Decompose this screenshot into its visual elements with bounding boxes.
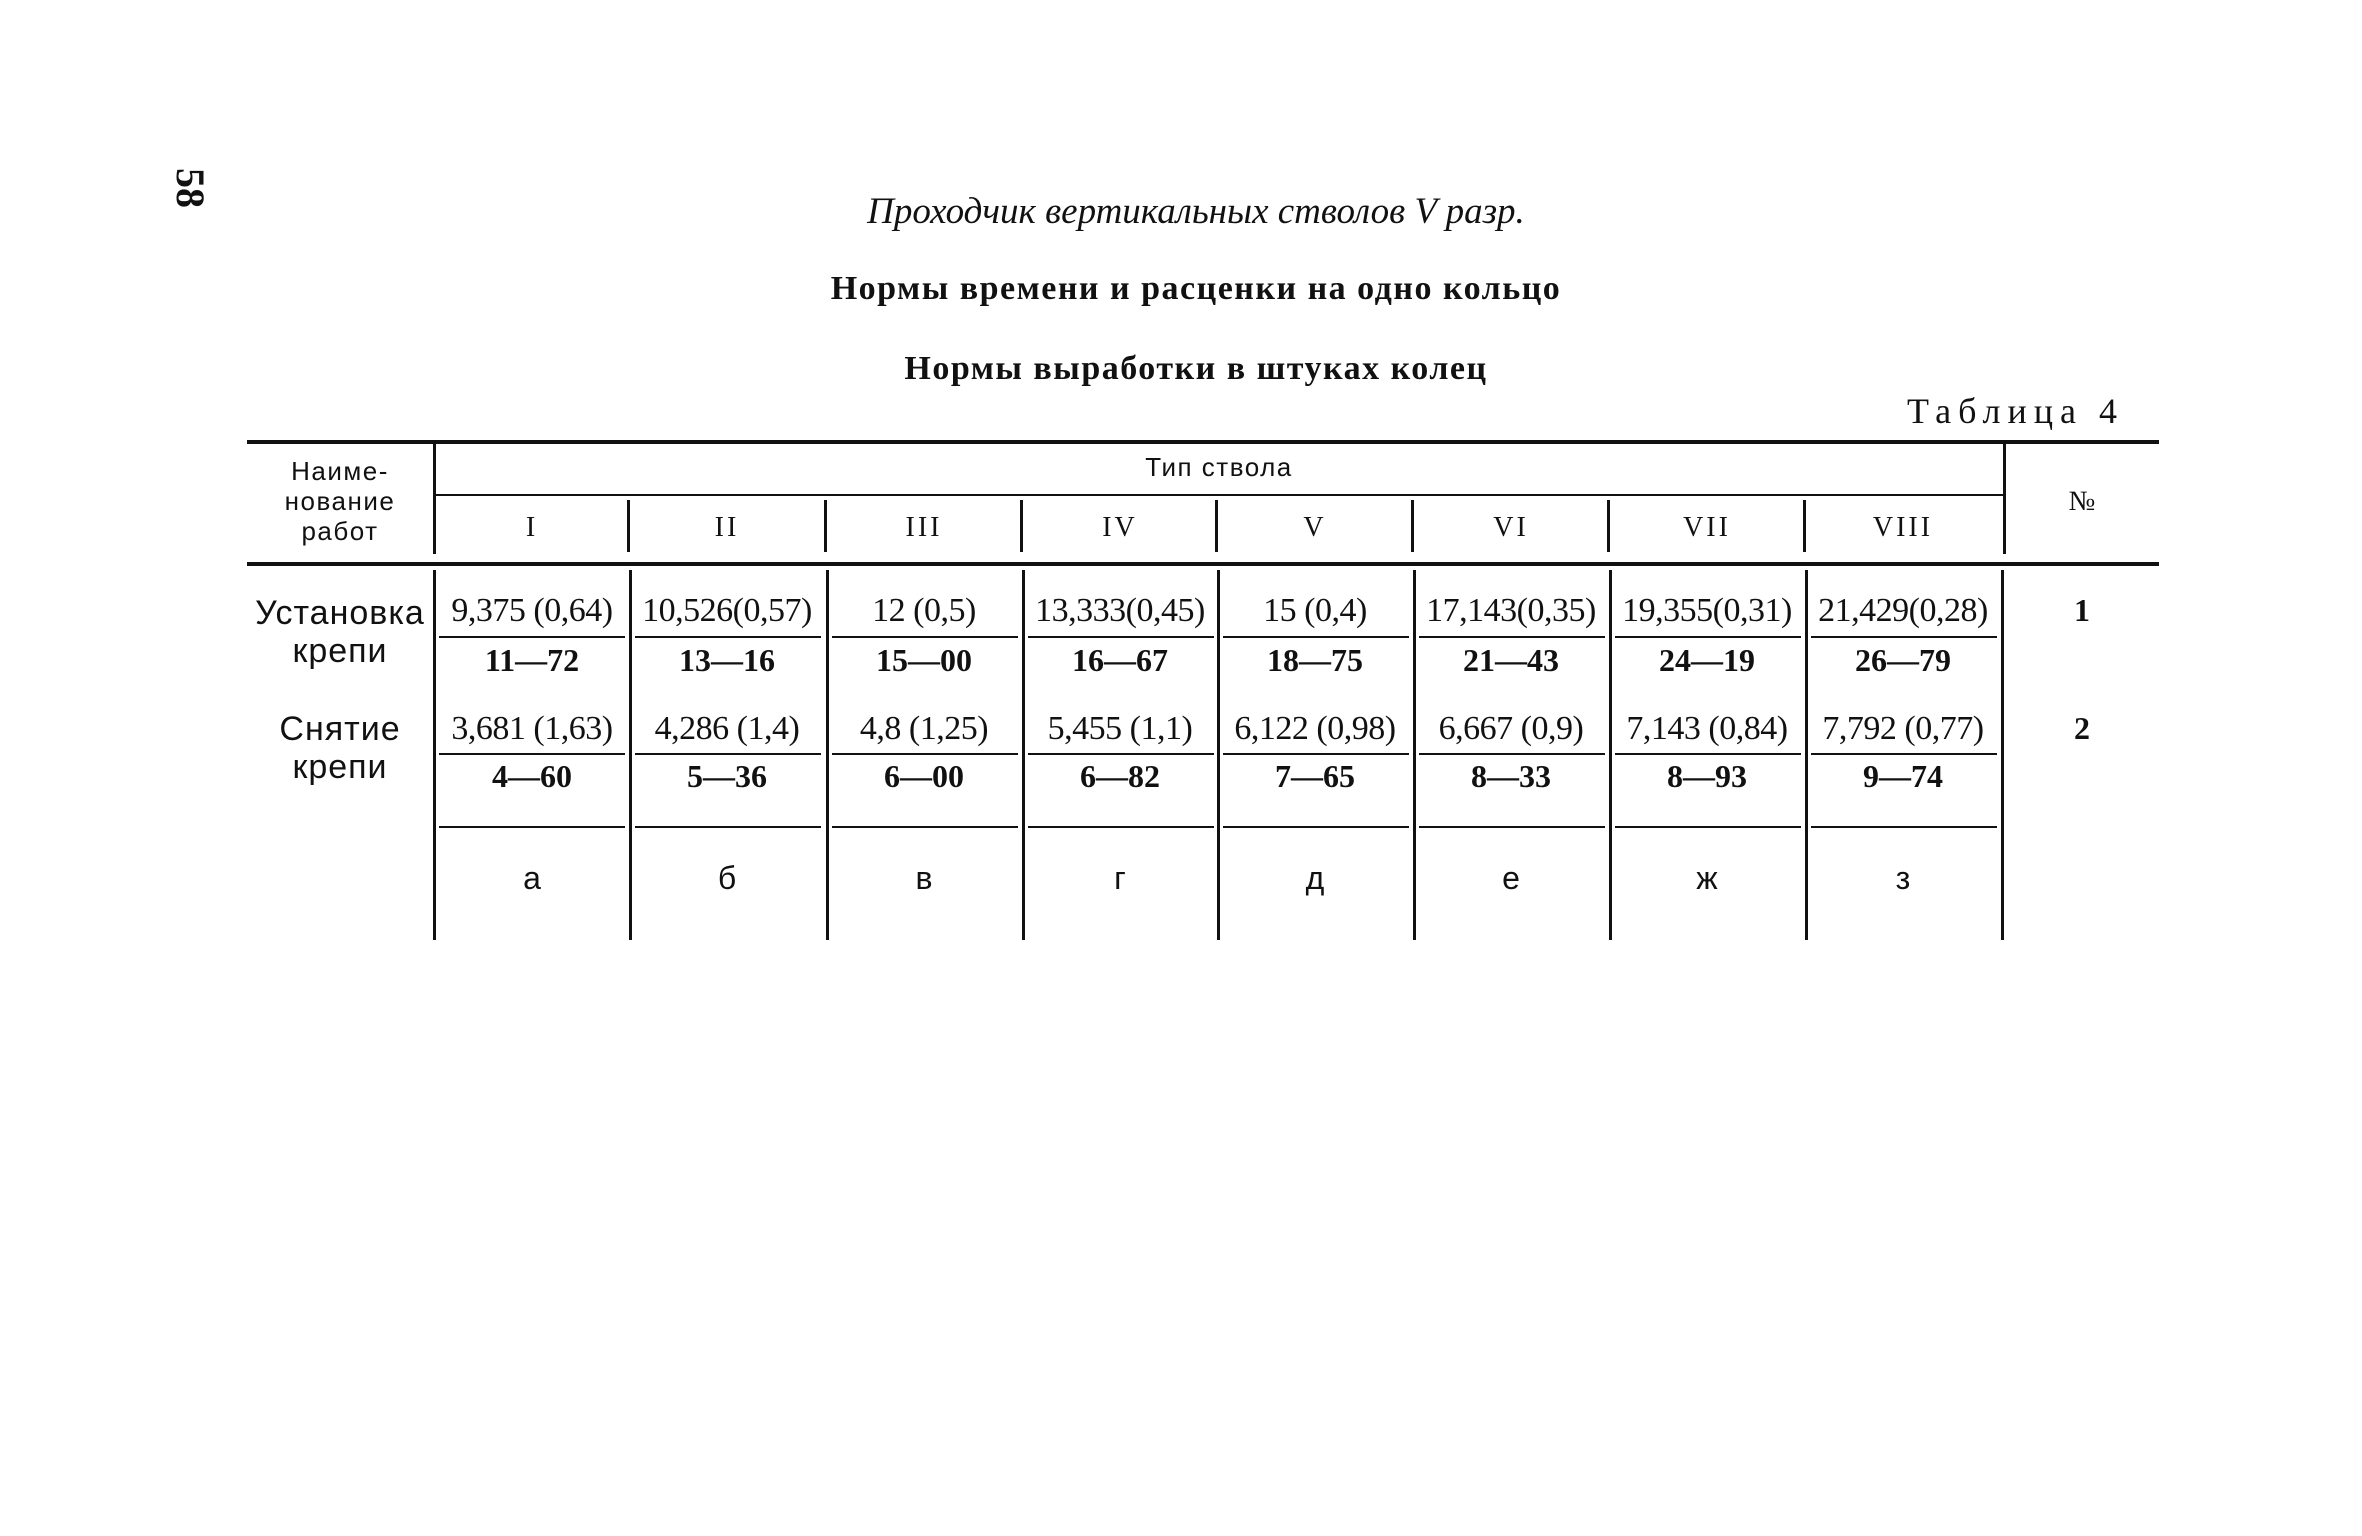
letter-row-rule bbox=[1615, 826, 1801, 828]
column-letter: ж bbox=[1696, 860, 1718, 896]
fraction-line bbox=[1811, 753, 1997, 755]
norm-cell: 4,286 (1,4) bbox=[654, 710, 800, 747]
header-work-name-line: нование bbox=[284, 486, 396, 516]
rate-cell: 6—82 bbox=[1080, 758, 1160, 794]
rate-cell: 5—36 bbox=[687, 758, 767, 794]
column-letter: б bbox=[717, 860, 737, 896]
rate-cell: 4—60 bbox=[492, 758, 572, 794]
letter-row-rule bbox=[1811, 826, 1997, 828]
fraction-line bbox=[1615, 636, 1801, 638]
letter-row-rule bbox=[1028, 826, 1214, 828]
rate-cell: 6—00 bbox=[884, 758, 964, 794]
fraction-line bbox=[439, 636, 625, 638]
fraction-line bbox=[1223, 636, 1409, 638]
header-work-name bbox=[247, 456, 433, 546]
header-work-name-line: работ bbox=[301, 516, 379, 546]
fraction-line bbox=[1419, 636, 1605, 638]
fraction-line bbox=[832, 753, 1018, 755]
letter-row-rule bbox=[635, 826, 821, 828]
letter-row-rule bbox=[1419, 826, 1605, 828]
rate-cell: 7—65 bbox=[1275, 758, 1355, 794]
group-header-rule bbox=[435, 494, 2005, 496]
column-letter: а bbox=[523, 860, 541, 896]
column-letter: д bbox=[1305, 860, 1325, 896]
norm-cell: 9,375 (0,64) bbox=[451, 592, 613, 629]
row-name-line: крепи bbox=[292, 748, 388, 786]
rate-cell: 8—93 bbox=[1667, 758, 1747, 794]
header-work-name-line: Наиме- bbox=[291, 456, 389, 486]
norm-cell: 7,792 (0,77) bbox=[1822, 710, 1984, 747]
rate-cell: 16—67 bbox=[1072, 642, 1168, 678]
rate-cell: 18—75 bbox=[1267, 642, 1363, 678]
column-letter: г bbox=[1114, 860, 1126, 896]
row-name-removal bbox=[247, 710, 433, 786]
rate-cell: 24—19 bbox=[1659, 642, 1755, 678]
column-header-viii: VIII bbox=[1872, 512, 1934, 543]
column-header-vi: VI bbox=[1493, 512, 1529, 543]
fraction-line bbox=[439, 753, 625, 755]
fraction-line bbox=[1811, 636, 1997, 638]
column-header-vii: VII bbox=[1683, 512, 1731, 543]
rate-cell: 11—72 bbox=[484, 642, 580, 678]
table-label: Таблица 4 bbox=[1907, 391, 2124, 431]
document-subtitle-output-norms: Нормы выработки в штуках колец bbox=[904, 350, 1488, 387]
fraction-line bbox=[832, 636, 1018, 638]
column-header-i: I bbox=[525, 512, 539, 543]
rate-cell: 15—00 bbox=[876, 642, 972, 678]
fraction-line bbox=[1028, 636, 1214, 638]
page-number: 58 bbox=[168, 168, 213, 208]
norm-cell: 17,143(0,35) bbox=[1426, 592, 1596, 629]
rate-cell: 26—79 bbox=[1855, 642, 1951, 678]
fraction-line bbox=[1419, 753, 1605, 755]
norm-cell: 5,455 (1,1) bbox=[1047, 710, 1193, 747]
norm-cell: 6,122 (0,98) bbox=[1234, 710, 1396, 747]
norms-table bbox=[247, 440, 2159, 940]
fraction-line bbox=[1615, 753, 1801, 755]
table-top-rule bbox=[247, 440, 2159, 444]
document-title: Проходчик вертикальных стволов V разр. bbox=[867, 191, 1525, 232]
fraction-line bbox=[635, 636, 821, 638]
norm-cell: 12 (0,5) bbox=[872, 592, 976, 629]
norm-cell: 6,667 (0,9) bbox=[1438, 710, 1584, 747]
fraction-line bbox=[1223, 753, 1409, 755]
letter-row-rule bbox=[439, 826, 625, 828]
column-header-iii: III bbox=[905, 512, 943, 543]
norm-cell: 3,681 (1,63) bbox=[451, 710, 613, 747]
header-number: № bbox=[2068, 486, 2096, 517]
column-divider bbox=[2001, 570, 2004, 940]
row-number: 2 bbox=[2074, 710, 2090, 746]
column-header-v: V bbox=[1303, 512, 1327, 543]
column-header-ii: II bbox=[714, 512, 740, 543]
letter-row-rule bbox=[832, 826, 1018, 828]
norm-cell: 19,355(0,31) bbox=[1622, 592, 1792, 629]
norm-cell: 7,143 (0,84) bbox=[1626, 710, 1788, 747]
document-subtitle-time-norms: Нормы времени и расценки на одно кольцо bbox=[830, 270, 1562, 307]
column-letter: е bbox=[1502, 860, 1520, 896]
rate-cell: 8—33 bbox=[1471, 758, 1551, 794]
fraction-line bbox=[1028, 753, 1214, 755]
norm-cell: 15 (0,4) bbox=[1263, 592, 1367, 629]
row-name-installation bbox=[247, 594, 433, 670]
column-header-iv: IV bbox=[1102, 512, 1138, 543]
norm-cell: 21,429(0,28) bbox=[1818, 592, 1988, 629]
rate-cell: 21—43 bbox=[1463, 642, 1559, 678]
header-bottom-rule bbox=[247, 562, 2159, 566]
norm-cell: 13,333(0,45) bbox=[1035, 592, 1205, 629]
rate-cell: 13—16 bbox=[679, 642, 775, 678]
header-shaft-type: Тип ствола bbox=[1145, 452, 1293, 482]
letter-row-rule bbox=[1223, 826, 1409, 828]
column-letter: з bbox=[1895, 860, 1911, 896]
rate-cell: 9—74 bbox=[1863, 758, 1943, 794]
fraction-line bbox=[635, 753, 821, 755]
row-name-line: Снятие bbox=[279, 710, 401, 748]
row-name-line: крепи bbox=[292, 632, 388, 670]
column-letter: в bbox=[915, 860, 933, 896]
row-name-line: Установка bbox=[255, 594, 425, 632]
row-number: 1 bbox=[2074, 592, 2090, 628]
norm-cell: 4,8 (1,25) bbox=[859, 710, 989, 747]
norm-cell: 10,526(0,57) bbox=[642, 592, 812, 629]
